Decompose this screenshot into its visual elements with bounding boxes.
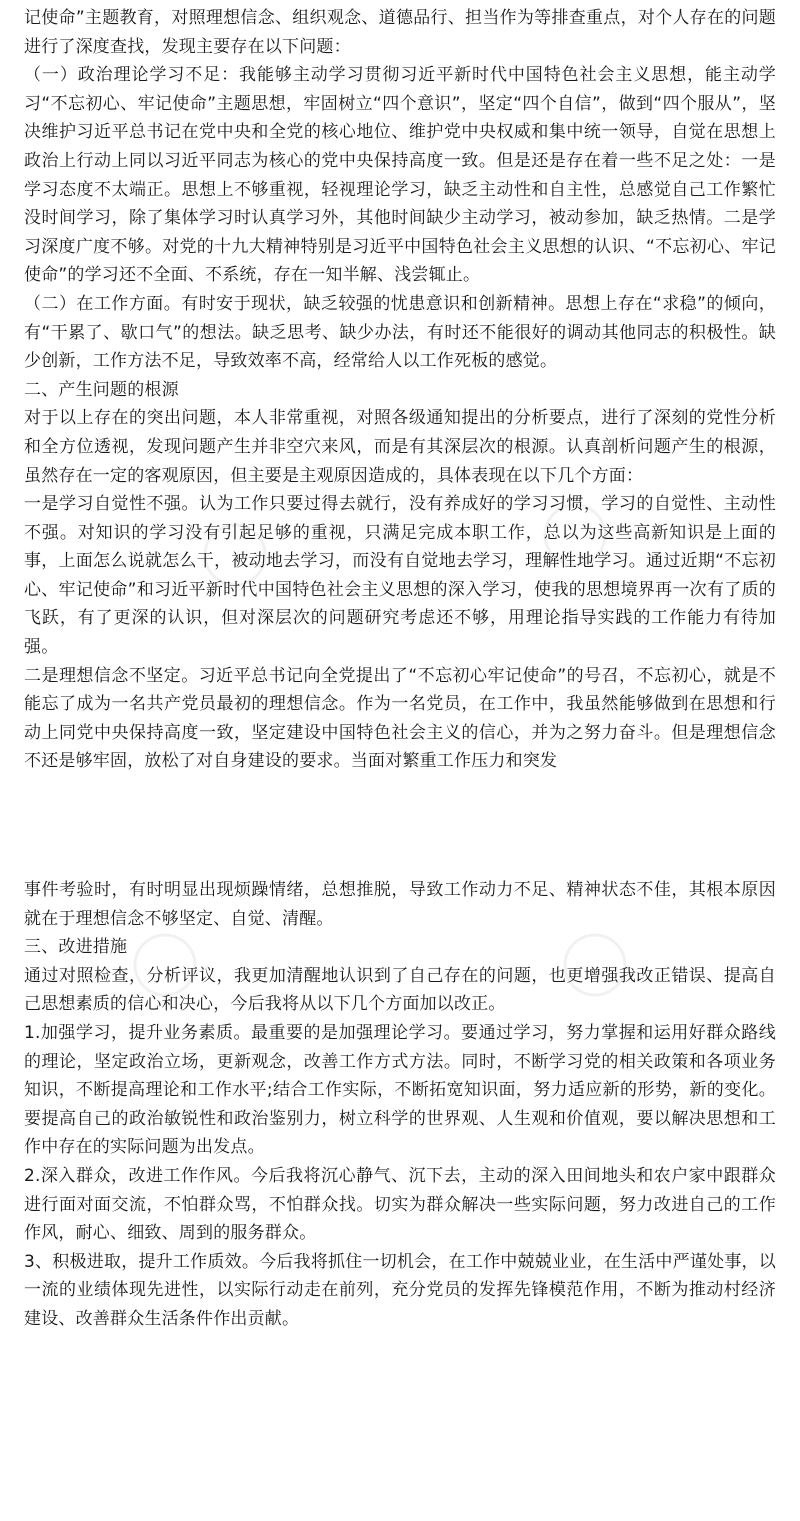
list-item-improve-efficiency: 3、积极进取，提升工作质效。今后我将抓住一切机会，在工作中兢兢业业，在生活中严谨处事，以一流的业绩体现先进性，以实际行动走在前列，充分党员的发挥先锋模范作用，不断为推动村经济建设、改善群众生活条件作出贡献。 (24, 1251, 776, 1329)
section-heading-improvements: 三、改进措施 (24, 937, 128, 958)
section-heading-root-causes: 二、产生问题的根源 (24, 379, 179, 400)
paragraph-improvements-intro: 通过对照检查，分析评议，我更加清醒地认识到了自己存在的问题，也更增强我改正错误、提高自己思想素质的信心和决心，今后我将从以下几个方面加以改正。 (24, 965, 776, 1015)
paragraph-ideals-beliefs: 二是理想信念不坚定。习近平总书记向全党提出了“不忘初心牢记使命”的号召，不忘初心，就是不能忘了成为一名共产党员最初的理想信念。作为一名党员，在工作中，我虽然能够做到在思想和行动上同党中央保持高度一致，坚定建设中国特色社会主义的信心，并为之努力奋斗。但是理想信念不还是够牢固，放松了对自身建设的要求。当面对繁重工作压力和突发 (24, 665, 776, 772)
paragraph-ideals-continued: 事件考验时，有时明显出现烦躁情绪，总想推脱，导致工作动力不足、精神状态不佳，其根本原因就在于理想信念不够坚定、自觉、清醒。 (24, 880, 776, 929)
list-item-go-to-masses: 2.深入群众，改进工作作风。今后我将沉心静气、沉下去，主动的深入田间地头和农户家中跟群众进行面对面交流，不怕群众骂，不怕群众找。切实为群众解决一些实际问题，努力改进自己的工作作风，耐心、细致、周到的服务群众。 (24, 1165, 776, 1244)
paragraph-intro-continued: 记使命”主题教育，对照理想信念、组织观念、道德品行、担当作为等排查重点，对个人存在的问题进行了深度查找，发现主要存在以下问题： (24, 8, 776, 57)
paragraph-root-causes-intro: 对于以上存在的突出问题，本人非常重视，对照各级通知提出的分析要点，进行了深刻的党性分析和全方位透视，发现问题产生并非空穴来风，而是有其深层次的根源。认真剖析问题产生的根源，虽然存在一定的客观原因，但主要是主观原因造成的，具体表现在以下几个方面： (24, 408, 776, 486)
text-block-bottom (24, 876, 776, 1334)
paragraph-learning-awareness: 一是学习自觉性不强。认为工作只要过得去就行，没有养成好的学习习惯，学习的自觉性、主动性不强。对知识的学习没有引起足够的重视，只满足完成本职工作，总以为这些高新知识是上面的事，上面怎么说就怎么干，被动地去学习，而没有自觉地去学习，理解性地学习。通过近期“不忘初心、牢记使命”和习近平新时代中国特色社会主义思想的深入学习，使我的思想境界再一次有了质的飞跃，有了更深的认识，但对深层次的问题研究考虑还不够，用理论指导实践的工作能力有待加强。 (24, 494, 776, 658)
text-block-top (24, 4, 776, 776)
paragraph-work-aspect: （二）在工作方面。有时安于现状，缺乏较强的忧患意识和创新精神。思想上存在“求稳”的倾向，有“干累了、歇口气”的想法。缺乏思考、缺少办法，有时还不能很好的调动其他同志的积极性。缺少创新，工作方法不足，导致效率不高，经常给人以工作死板的感觉。 (24, 293, 776, 372)
paragraph-political-theory: （一）政治理论学习不足：我能够主动学习贯彻习近平新时代中国特色社会主义思想，能主动学习“不忘初心、牢记使命”主题思想，牢固树立“四个意识”，坚定“四个自信”，做到“四个服从”，坚决维护习近平总书记在党中央和全党的核心地位、维护党中央权威和集中统一领导，自觉在思想上政治上行动上同以习近平同志为核心的党中央保持高度一致。但是还是存在着一些不足之处：一是学习态度不太端正。思想上不够重视，轻视理论学习，缺乏主动性和自主性，总感觉自己工作繁忙没时间学习，除了集体学习时认真学习外，其他时间缺少主动学习，被动参加，缺乏热情。二是学习深度广度不够。对党的十九大精神特别是习近平中国特色社会主义思想的认识、“不忘初心、牢记使命”的学习还不全面、不系统，存在一知半解、浅尝辄止。 (24, 65, 776, 286)
list-item-strengthen-learning: 1.加强学习，提升业务素质。最重要的是加强理论学习。要通过学习，努力掌握和运用好群众路线的理论，坚定政治立场，更新观念，改善工作方式方法。同时，不断学习党的相关政策和各项业务知识，不断提高理论和工作水平;结合工作实际，不断拓宽知识面，努力适应新的形势，新的变化。要提高自己的政治敏锐性和政治鉴别力，树立科学的世界观、人生观和价值观，要以解决思想和工作中存在的实际问题为出发点。 (24, 1022, 776, 1158)
